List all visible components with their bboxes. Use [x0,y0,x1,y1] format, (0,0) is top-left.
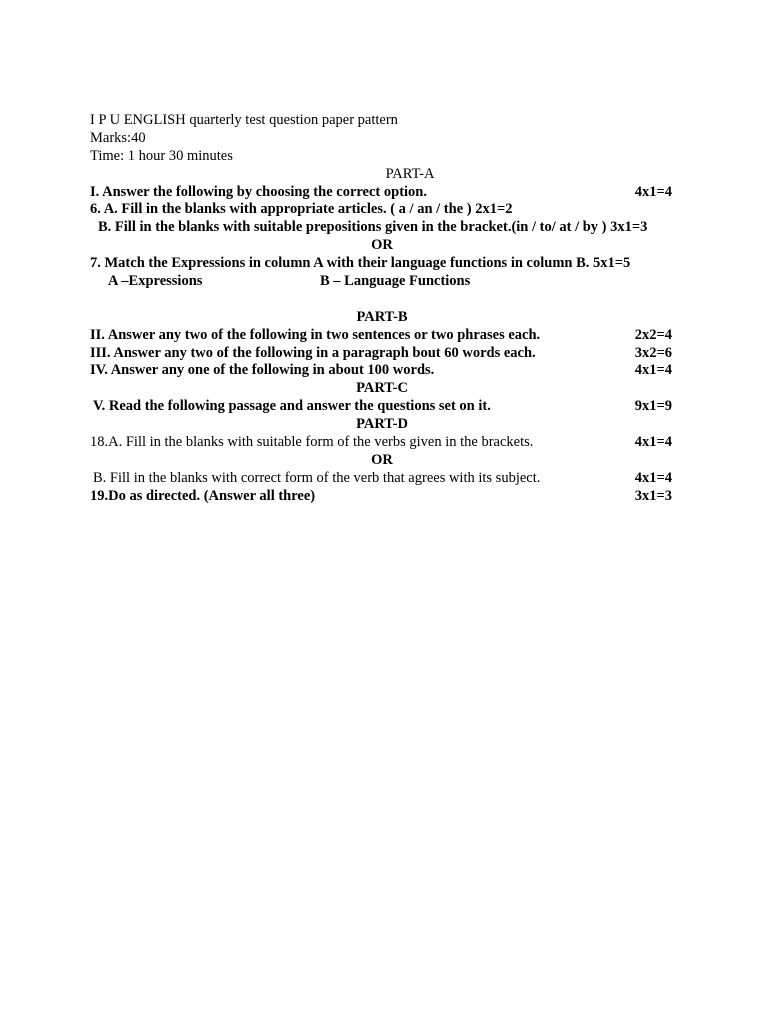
question-18a [90,434,674,452]
total-marks: Marks:40 [90,129,146,146]
question-1-marks: 4x1=4 [634,183,672,200]
question-6b [90,219,674,237]
question-2-marks: 2x2=4 [634,326,672,343]
part-d-heading [90,416,674,434]
question-19-text: 19.Do as directed. (Answer all three) [90,487,316,504]
question-3-marks: 3x2=6 [634,344,672,361]
part-d-heading-text: PART-D [356,416,408,433]
or-divider-1-text: OR [371,237,393,254]
time-allowed: Time: 1 hour 30 minutes [90,147,233,164]
question-18a-text: 18.A. Fill in the blanks with suitable form of the verbs given in the brackets. [90,434,534,451]
question-5-text: V. Read the following passage and answer the questions set on it. [93,398,491,415]
question-2 [90,327,674,345]
or-divider-1 [90,237,674,255]
question-1 [90,184,674,202]
match-columns-header [90,273,674,291]
question-4-text: IV. Answer any one of the following in about 100 words. [90,362,435,379]
question-5 [90,398,674,416]
or-divider-2 [90,452,674,470]
part-a-heading [90,166,674,184]
part-c-heading [90,380,674,398]
question-19 [90,488,674,506]
paper-title: I P U ENGLISH quarterly test question paper pattern [90,112,398,128]
question-3-text: III. Answer any two of the following in a paragraph bout 60 words each. [90,344,536,361]
column-a-label: A –Expressions [108,273,203,290]
question-6a-text: 6. A. Fill in the blanks with appropriate articles. ( a / an / the ) 2x1=2 [90,201,513,218]
question-19-marks: 3x1=3 [634,487,672,504]
question-18b-marks: 4x1=4 [634,469,672,486]
question-3 [90,345,674,363]
question-4 [90,362,674,380]
part-b-heading [90,309,674,327]
question-4-marks: 4x1=4 [634,362,672,379]
question-7-text: 7. Match the Expressions in column A with their language functions in column B. 5x1=5 [90,255,631,272]
question-7 [90,255,674,273]
or-divider-2-text: OR [371,451,393,468]
part-a-heading-text: PART-A [385,165,435,182]
column-b-label: B – Language Functions [320,273,471,290]
part-c-heading-text: PART-C [356,380,408,397]
question-6a [90,201,674,219]
question-18b [90,470,674,488]
question-paper [90,112,674,506]
question-5-marks: 9x1=9 [634,398,672,415]
question-18a-marks: 4x1=4 [634,434,672,451]
question-2-text: II. Answer any two of the following in two sentences or two phrases each. [90,326,541,343]
spacer [90,291,674,309]
question-18b-text: B. Fill in the blanks with correct form of the verb that agrees with its subject. [93,469,541,486]
question-1-text: I. Answer the following by choosing the correct option. [90,183,427,200]
part-b-heading-text: PART-B [356,308,408,325]
question-6b-text: B. Fill in the blanks with suitable prepositions given in the bracket.(in / to/ at / by ) 3x1=3 [98,219,648,236]
